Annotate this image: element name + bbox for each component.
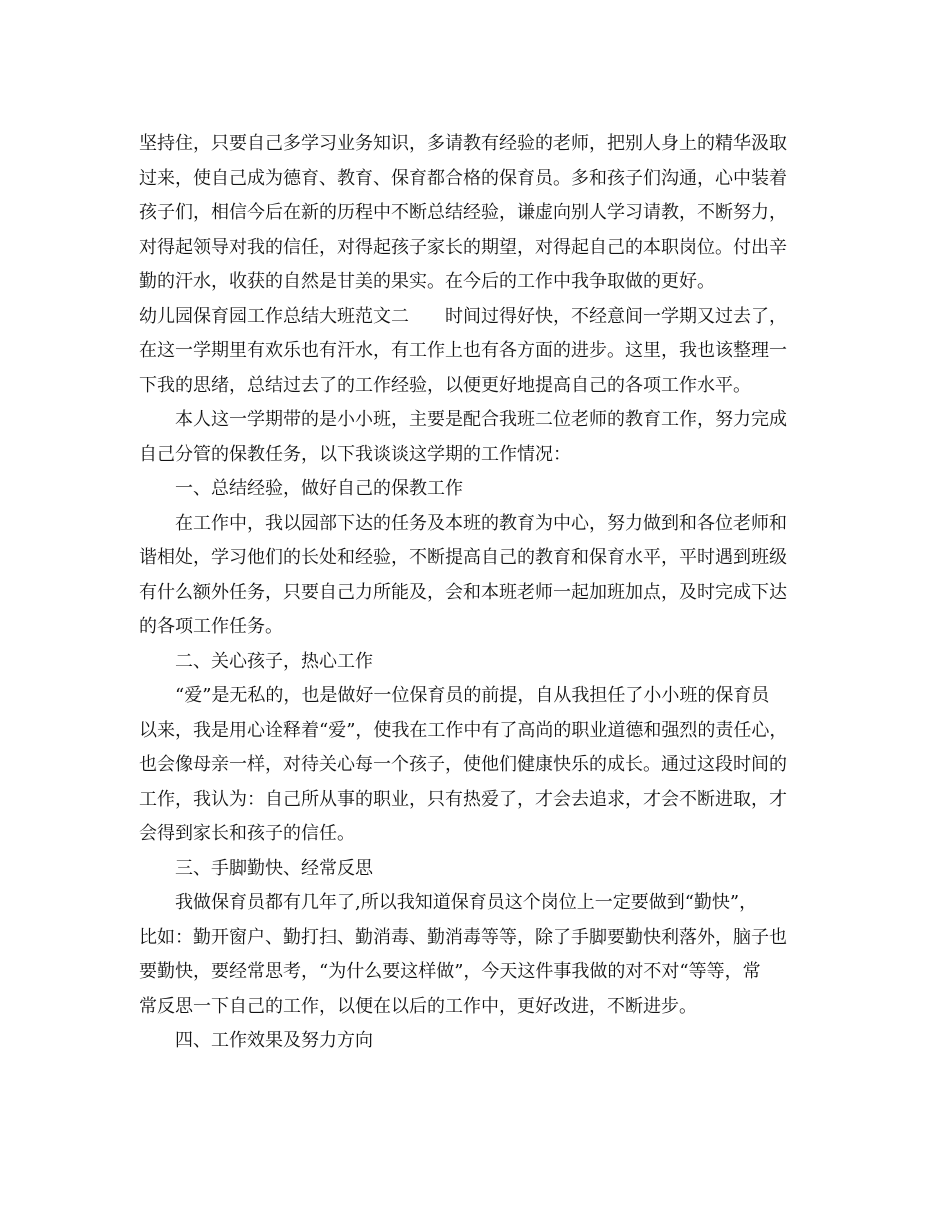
text-line: 以来，我是用心诠释着“爱”，使我在工作中有了高尚的职业道德和强烈的责任心， [139, 719, 788, 741]
section-title-line: 幼儿园保育园工作总结大班范文二 时间过得好快，不经意间一学期又过去了， [139, 305, 787, 327]
text-line: 过来，使自己成为德育、教育、保育都合格的保育员。多和孩子们沟通，心中装着 [139, 167, 787, 189]
paragraph-start-line: 在工作中，我以园部下达的任务及本班的教育为中心，努力做到和各位老师和 [175, 512, 787, 534]
text-line: 比如：勤开窗户、勤打扫、勤消毒、勤消毒等等，除了手脚要勤快利落外，脑子也 [139, 926, 787, 948]
paragraph-start-line: “爱”是无私的，也是做好一位保育员的前提，自从我担任了小小班的保育员 [175, 685, 770, 706]
text-line: 坚持住，只要自己多学习业务知识，多请教有经验的老师，把别人身上的精华汲取 [139, 133, 787, 154]
text-line: 也会像母亲一样，对待关心每一个孩子，使他们健康快乐的成长。通过这段时间的 [139, 754, 787, 775]
heading-line: 一、总结经验，做好自己的保教工作 [175, 478, 463, 499]
heading-line: 四、工作效果及努力方向 [175, 1030, 373, 1051]
text-line: 的各项工作任务。 [139, 616, 283, 637]
heading-line: 二、关心孩子，热心工作 [175, 650, 373, 672]
document-body [139, 127, 819, 1059]
paragraph-start-line: 我做保育员都有几年了,所以我知道保育员这个岗位上一定要做到“勤快”， [175, 892, 758, 913]
text-line: 要勤快，要经常思考，“为什么要这样做”，今天这件事我做的对不对“等等，常 [139, 961, 761, 982]
heading-line: 三、手脚勤快、经常反思 [175, 857, 373, 879]
text-line: 谐相处，学习他们的长处和经验，不断提高自己的教育和保育水平，平时遇到班级 [139, 547, 787, 568]
text-line: 自己分管的保教任务，以下我谈谈这学期的工作情况： [139, 443, 571, 465]
text-line: 会得到家长和孩子的信任。 [139, 823, 355, 844]
text-line: 有什么额外任务，只要自己力所能及，会和本班老师一起加班加点，及时完成下达 [139, 581, 787, 603]
text-line: 常反思一下自己的工作，以便在以后的工作中，更好改进，不断进步。 [139, 995, 697, 1017]
text-line: 孩子们，相信今后在新的历程中不断总结经验，谦虚向别人学习请教，不断努力， [139, 202, 787, 223]
text-line: 对得起领导对我的信任，对得起孩子家长的期望，对得起自己的本职岗位。付出辛 [139, 236, 787, 258]
text-line: 在这一学期里有欢乐也有汗水，有工作上也有各方面的进步。这里，我也该整理一 [139, 340, 787, 361]
paragraph-start-line: 本人这一学期带的是小小班，主要是配合我班二位老师的教育工作，努力完成 [175, 409, 787, 430]
text-line: 勤的汗水，收获的自然是甘美的果实。在今后的工作中我争取做的更好。 [139, 271, 715, 292]
text-line: 下我的思绪，总结过去了的工作经验，以便更好地提高自己的各项工作水平。 [139, 374, 751, 396]
text-line: 工作，我认为：自己所从事的职业，只有热爱了，才会去追求，才会不断进取，才 [139, 788, 787, 810]
